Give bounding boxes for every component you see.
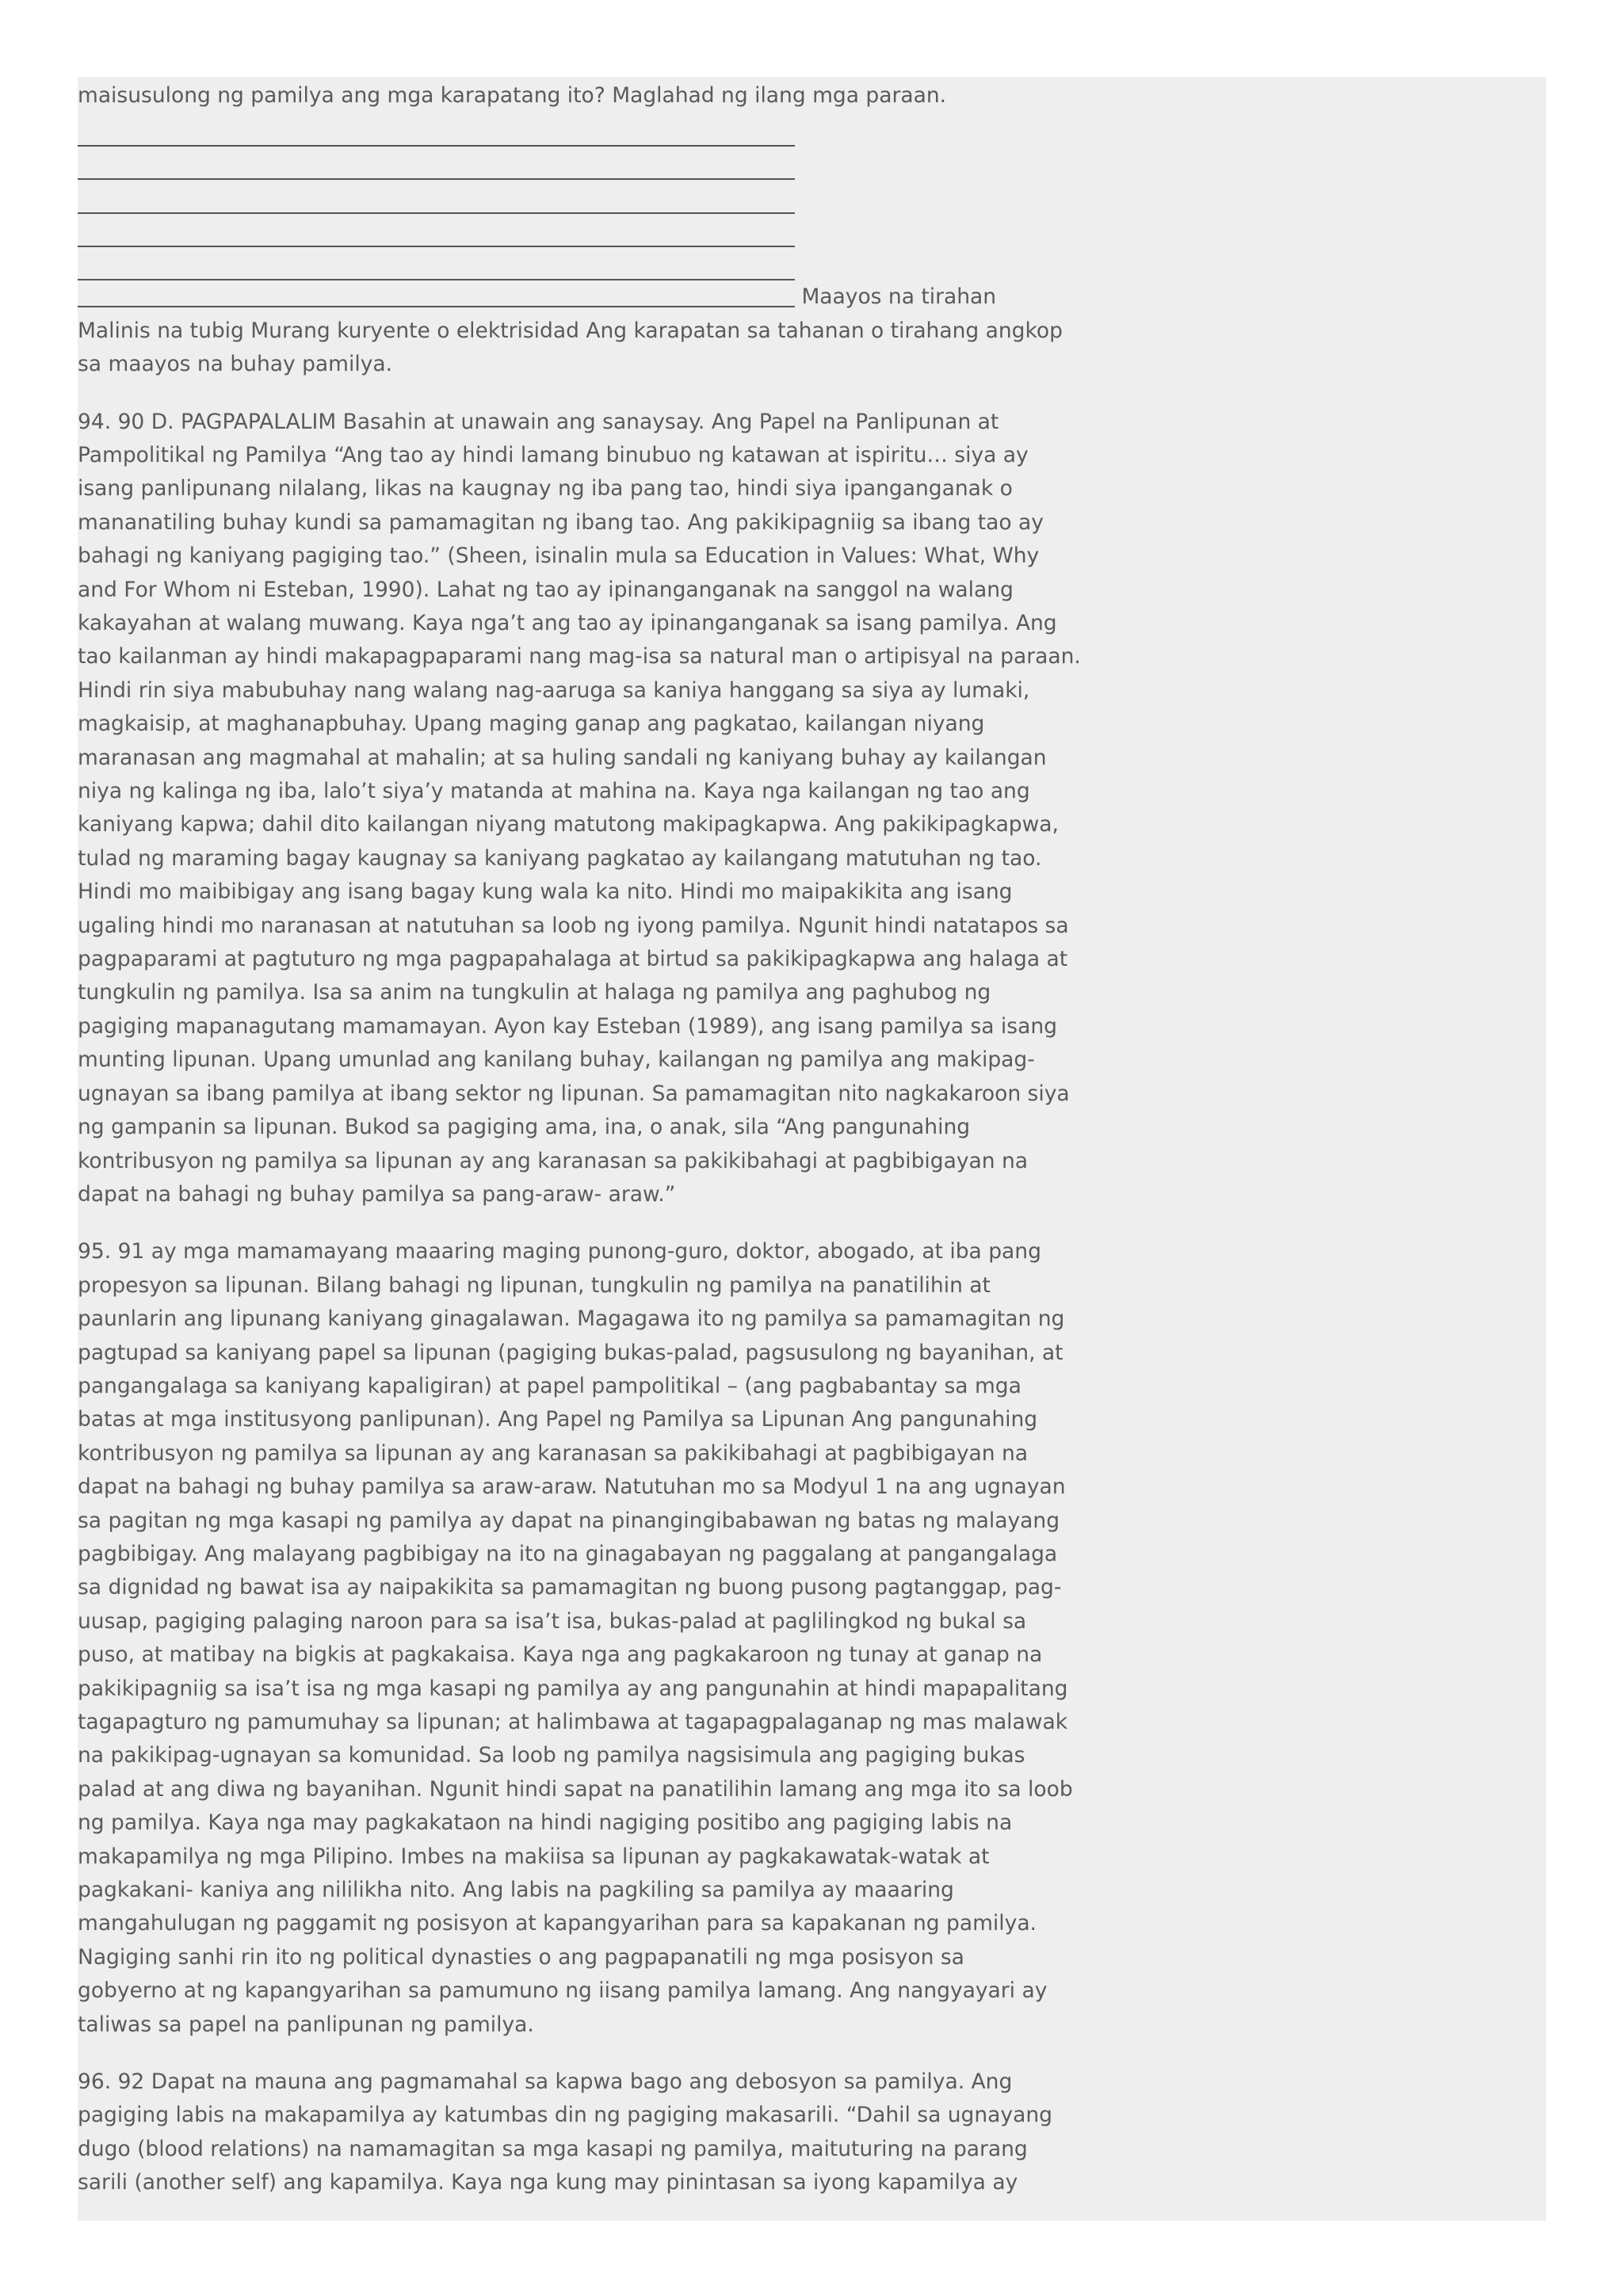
paragraph-line: uusap, pagiging palaging naroon para sa isa’t isa, bukas-palad at paglilingkod ng bukal sa [78, 1608, 1027, 1634]
paragraph-line: makapamilya ng mga Pilipino. Imbes na makiisa sa lipunan ay pagkakawatak-watak at [78, 1844, 990, 1869]
paragraph-line: sarili (another self) ang kapamilya. Kaya nga kung may pinintasan sa iyong kapamilya ay [78, 2170, 1018, 2195]
paragraph-line: pagpaparami at pagtuturo ng mga pagpapahalaga at birtud sa pakikipagkapwa ang halaga at [78, 947, 1068, 972]
paragraph-line: Nagiging sanhi rin ito ng political dynasties o ang pagpapanatili ng mga posisyon sa [78, 1944, 964, 1970]
paragraph [78, 406, 1081, 1212]
document-body [78, 79, 1081, 2200]
answer-blank-line [78, 214, 795, 247]
paragraph-line: Hindi rin siya mabubuhay nang walang nag-aaruga sa kaniya hanggang sa siya ay lumaki, [78, 677, 1030, 703]
paragraph-line: kaniyang kapwa; dahil dito kailangan niyang matutong makipagkapwa. Ang pakikipagkapwa, [78, 812, 1059, 837]
paragraph-gap [78, 2042, 1060, 2065]
paragraph-line: ng gampanin sa lipunan. Bukod sa pagiging ama, ina, o anak, sila “Ang pangunahing [78, 1115, 971, 1140]
paragraph-line: kontribusyon ng pamilya sa lipunan ay ang karanasan sa pakikibahagi at pagbibigayan na [78, 1148, 1029, 1173]
answer-line: sa maayos na buhay pamilya. [78, 352, 393, 377]
paragraph-line: tagapagturo ng pamumuhay sa lipunan; at halimbawa at tagapagpalaganap ng mas malawak [78, 1710, 1068, 1734]
answer-blank-line [78, 180, 795, 213]
paragraph-line: pagtupad sa kaniyang papel sa lipunan (pagiging bukas-palad, pagsusulong ng bayanihan, at [78, 1340, 1064, 1365]
answer-inline-text: Maayos na tirahan [801, 284, 997, 310]
paragraph-line: maranasan ang magmahal at mahalin; at sa huling sandali ng kaniyang buhay ay kailangan [78, 745, 1047, 770]
paragraph-line: niya ng kalinga ng iba, lalo’t siya’y matanda at mahina na. Kaya nga kailangan ng tao ang [78, 779, 1030, 804]
answer-line: Malinis na tubig Murang kuryente o elektrisidad Ang karapatan sa tahanan o tirahang angkop [78, 318, 1063, 343]
paragraph-line: tao kailanman ay hindi makapagpaparami nang mag-isa sa natural man o artipisyal na paraan. [78, 644, 1081, 669]
paragraph-line: 96. 92 Dapat na mauna ang pagmamahal sa kapwa bago ang debosyon sa pamilya. Ang [78, 2069, 1013, 2095]
essay-paragraphs [78, 382, 1081, 2200]
answer-text [78, 315, 1063, 382]
paragraph-line: isang panlipunang nilalang, likas na kaugnay ng iba pang tao, hindi siya ipanganganak o [78, 476, 1013, 502]
paragraph-line: Pampolitikal ng Pamilya “Ang tao ay hindi lamang binubuo ng katawan at ispiritu… siya ay [78, 442, 1029, 467]
paragraph-line: mananatiling buhay kundi sa pamamagitan ng ibang tao. Ang pakikipagniig sa ibang tao ay [78, 509, 1044, 535]
paragraph-line: pakikipagniig sa isa’t isa ng mga kasapi ng pamilya ay ang pangunahin at hindi mapapalitang [78, 1676, 1068, 1701]
question-text: maisusulong ng pamilya ang mga karapatang ito? Maglahad ng ilang mga paraan. [78, 83, 947, 108]
paragraph-line: munting lipunan. Upang umunlad ang kanilang buhay, kailangan ng pamilya ang makipag- [78, 1047, 1035, 1073]
paragraph-line: taliwas sa papel na panlipunan ng pamilya. [78, 2012, 534, 2037]
paragraph-line: kakayahan at walang muwang. Kaya nga’t ang tao ay ipinanganganak sa isang pamilya. Ang [78, 611, 1057, 635]
paragraph-line: 95. 91 ay mga mamamayang maaaring maging punong-guro, doktor, abogado, at iba pang [78, 1239, 1041, 1264]
paragraph-line: dapat na bahagi ng buhay pamilya sa araw-araw. Natutuhan mo sa Modyul 1 na ang ugnayan [78, 1474, 1066, 1500]
paragraph-line: sa pagitan ng mga kasapi ng pamilya ay dapat na pinangingibabawan ng batas ng malayang [78, 1508, 1060, 1533]
paragraph-line: pagiging mapanagutang mamamayan. Ayon kay Esteban (1989), ang isang pamilya sa isang [78, 1013, 1057, 1039]
answer-blank-line [78, 280, 795, 307]
paragraph-line: bahagi ng kaniyang pagiging tao.” (Sheen, isinalin mula sa Education in Values: What, Why [78, 543, 1040, 569]
paragraph-line: ng pamilya. Kaya nga may pagkakataon na hindi nagiging positibo ang pagiging labis na [78, 1810, 1013, 1836]
paragraph-line: pangangalaga sa kaniyang kapaligiran) at papel pampolitikal – (ang pagbabantay sa mga [78, 1373, 1022, 1398]
paragraph-line: mangahulugan ng paggamit ng posisyon at kapangyarihan para sa kapakanan ng pamilya. [78, 1911, 1037, 1936]
paragraph-line: batas at mga institusyong panlipunan). Ang Papel ng Pamilya sa Lipunan Ang pangunahing [78, 1407, 1038, 1432]
paragraph-line: dapat na bahagi ng buhay pamilya sa pang-araw- araw.” [78, 1181, 676, 1207]
paragraph-line: puso, at matibay na bigkis at pagkakaisa. Kaya nga ang pagkakaroon ng tunay at ganap na [78, 1642, 1043, 1668]
paragraph [78, 1235, 1073, 2042]
paragraph-line: pagbibigay. Ang malayang pagbibigay na ito na ginagabayan ng paggalang at pangangalaga [78, 1541, 1058, 1566]
paragraph-line: sa dignidad ng bawat isa ay naipakikita sa pamamagitan ng buong pusong pagtanggap, pag- [78, 1575, 1062, 1600]
paragraph-line: kontribusyon ng pamilya sa lipunan ay ang karanasan sa pakikibahagi at pagbibigayan na [78, 1440, 1029, 1466]
paragraph-line: dugo (blood relations) na namamagitan sa mga kasapi ng pamilya, maituturing na parang [78, 2136, 1028, 2161]
paragraph-gap [78, 382, 1060, 406]
paragraph-line: 94. 90 D. PAGPAPALALIM Basahin at unawain ang sanaysay. Ang Papel na Panlipunan at [78, 409, 999, 434]
paragraph-line: gobyerno at ng kapangyarihan sa pamumuno ng iisang pamilya lamang. Ang nangyayari ay [78, 1978, 1048, 2004]
paragraph-line: paunlarin ang lipunang kaniyang ginagalawan. Magagawa ito ng pamilya sa pamamagitan ng [78, 1306, 1065, 1332]
answer-blank-line [78, 247, 795, 280]
paragraph-line: tungkulin ng pamilya. Isa sa anim na tungkulin at halaga ng pamilya ang paghubog ng [78, 980, 991, 1005]
paragraph-line: ugnayan sa ibang pamilya at ibang sektor ng lipunan. Sa pamamagitan nito nagkakaroon siya [78, 1081, 1070, 1106]
paragraph-line: pagkakani- kaniya ang nililikha nito. Ang labis na pagkiling sa pamilya ay maaaring [78, 1878, 954, 1903]
paragraph-line: pagiging labis na makapamilya ay katumbas din ng pagiging makasarili. “Dahil sa ugnayang [78, 2103, 1052, 2128]
paragraph-line: ugaling hindi mo naranasan at natutuhan sa loob ng iyong pamilya. Ngunit hindi natatapos sa [78, 913, 1069, 938]
paragraph-line: Hindi mo maibibigay ang isang bagay kung wala ka nito. Hindi mo maipakikita ang isang [78, 879, 1013, 905]
paragraph-gap [78, 1211, 1060, 1235]
paragraph-line: propesyon sa lipunan. Bilang bahagi ng lipunan, tungkulin ng pamilya na panatilihin at [78, 1272, 991, 1298]
paragraph-line: palad at ang diwa ng bayanihan. Ngunit hindi sapat na panatilihin lamang ang mga ito sa loob [78, 1776, 1073, 1802]
answer-blank-line [78, 147, 795, 180]
paragraph [78, 2065, 1060, 2200]
paragraph-line: tulad ng maraming bagay kaugnay sa kaniyang pagkatao ay kailangang matutuhan ng tao. [78, 845, 1042, 871]
paragraph-line: na pakikipag-ugnayan sa komunidad. Sa loob ng pamilya nagsisimula ang pagiging bukas [78, 1743, 1025, 1768]
answer-blank-line-with-answer [78, 280, 1060, 314]
answer-blank-line [78, 113, 795, 146]
paragraph-line: and For Whom ni Esteban, 1990). Lahat ng tao ay ipinanganganak na sanggol na walang [78, 577, 1014, 602]
paragraph-line: magkaisip, at maghanapbuhay. Upang maging ganap ang pagkatao, kailangan niyang [78, 711, 985, 737]
